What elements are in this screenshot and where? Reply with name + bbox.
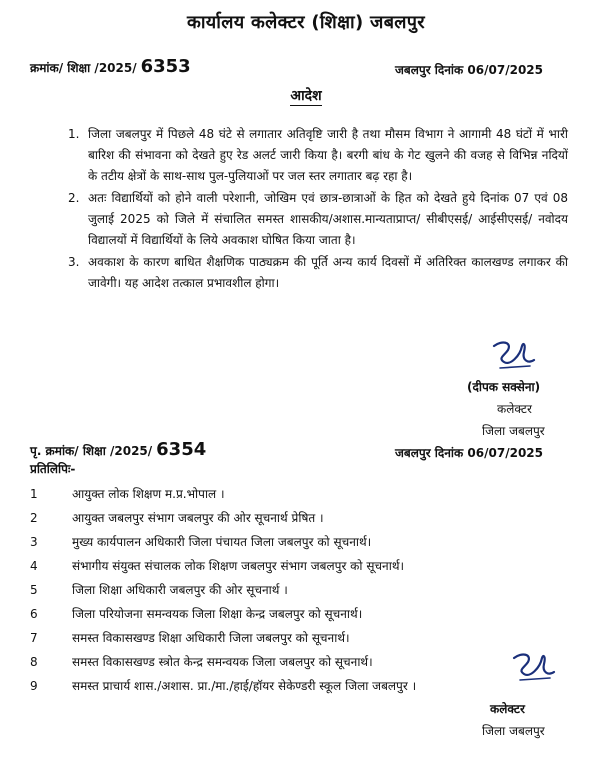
list-item-number: 8 <box>30 655 38 669</box>
list-item-number: 4 <box>30 559 38 573</box>
order-points <box>68 124 568 295</box>
list-item <box>30 482 550 506</box>
point-number: 1. <box>68 127 80 141</box>
signatory-district: जिला जबलपुर <box>482 724 545 738</box>
list-item-number: 9 <box>30 679 38 693</box>
order-heading-text: आदेश <box>290 88 322 104</box>
reference-prefix: क्रमांक/ शिक्षा /2025/ <box>30 61 137 75</box>
list-item <box>30 530 550 554</box>
order-date: जबलपुर दिनांक 06/07/2025 <box>395 63 543 77</box>
list-item-text: संभागीय संयुक्त संचालक लोक शिक्षण जबलपुर संभाग जबलपुर को सूचनार्थ। <box>72 559 405 573</box>
signatory-designation: कलेक्टर <box>490 702 525 716</box>
reference-number-value: 6353 <box>140 56 191 77</box>
list-item-text: आयुक्त जबलपुर संभाग जबलपुर की ओर सूचनार्थ प्रेषित । <box>72 511 324 525</box>
list-item-number: 5 <box>30 583 38 597</box>
list-item-number: 3 <box>30 535 38 549</box>
endorsement-reference-prefix: पृ. क्रमांक/ शिक्षा /2025/ <box>30 444 153 458</box>
list-item-text: समस्त विकासखण्ड शिक्षा अधिकारी जिला जबलपुर को सूचनार्थ। <box>72 631 350 645</box>
point-text: अवकाश के कारण बाधित शैक्षणिक पाठ्यक्रम की पूर्ति अन्य कार्य दिवसों में अतिरिक्त कालखण्ड लगाकर की जावेगी। यह आदेश तत्काल प्रभावशील होगा। <box>88 255 568 290</box>
list-item-text: मुख्य कार्यपालन अधिकारी जिला पंचायत जिला जबलपुर को सूचनार्थ। <box>72 535 372 549</box>
office-title: कार्यालय कलेक्टर (शिक्षा) जबलपुर <box>187 12 425 33</box>
point-number: 2. <box>68 191 80 205</box>
list-item-text: जिला परियोजना समन्वयक जिला शिक्षा केन्द्र जबलपुर को सूचनार्थ। <box>72 607 363 621</box>
list-item <box>30 626 550 650</box>
copy-to-list <box>30 482 550 698</box>
order-point <box>68 252 568 294</box>
collector-signature-image <box>490 338 538 374</box>
order-point <box>68 124 568 187</box>
reference-number <box>30 56 191 77</box>
endorsement-reference-number <box>30 439 206 460</box>
signatory-name: (दीपक सक्सेना) <box>467 380 541 394</box>
list-item <box>30 674 550 698</box>
list-item-text: जिला शिक्षा अधिकारी जबलपुर की ओर सूचनार्थ । <box>72 583 288 597</box>
endorsement-reference-number-value: 6354 <box>156 439 207 460</box>
signatory-designation: कलेक्टर <box>497 402 532 416</box>
list-item-number: 1 <box>30 487 38 501</box>
list-item <box>30 506 550 530</box>
list-item <box>30 602 550 626</box>
copy-to-heading: प्रतिलिपिः- <box>30 462 76 476</box>
list-item-text: आयुक्त लोक शिक्षण म.प्र.भोपाल । <box>72 487 225 501</box>
list-item-text: समस्त विकासखण्ड स्त्रोत केन्द्र समन्वयक जिला जबलपुर को सूचनार्थ। <box>72 655 373 669</box>
list-item <box>30 578 550 602</box>
point-number: 3. <box>68 255 80 269</box>
order-heading <box>0 86 612 105</box>
endorsement-date: जबलपुर दिनांक 06/07/2025 <box>395 446 543 460</box>
signatory-district: जिला जबलपुर <box>482 424 545 438</box>
list-item-text: समस्त प्राचार्य शास./अशास. प्रा./मा./हाई/हॉयर सेकेण्डरी स्कूल जिला जबलपुर । <box>72 679 417 693</box>
order-point <box>68 188 568 251</box>
collector-signature-image <box>510 650 558 686</box>
list-item <box>30 554 550 578</box>
list-item-number: 6 <box>30 607 38 621</box>
point-text: जिला जबलपुर में पिछले 48 घंटे से लगातार अतिवृष्टि जारी है तथा मौसम विभाग ने आगामी 48 घंटों में भारी बारिश की संभावना को देखते हुए रेड अलर्ट जारी किया है। बरगी बांध के गेट खुलने की वजह से विभिन्न नदियों के तटीय क्षेत्रों के साथ-साथ पुल-पुलियाओं पर जल स्तर लगातार बढ़ रहा है। <box>88 127 568 183</box>
list-item-number: 2 <box>30 511 38 525</box>
point-text: अतः विद्यार्थियों को होने वाली परेशानी, जोखिम एवं छात्र-छात्राओं के हित को देखते हुये दिनांक 07 एवं 08 जुलाई 2025 को जिले में संचालित समस्त शासकीय/अशास.मान्यताप्राप्त/ सीबीएसई/ आईसीएसई/ नवोदय विद्यालयों में विद्यार्थियों के लिये अवकाश घोषित किया जाता है। <box>88 191 568 247</box>
list-item <box>30 650 550 674</box>
list-item-number: 7 <box>30 631 38 645</box>
